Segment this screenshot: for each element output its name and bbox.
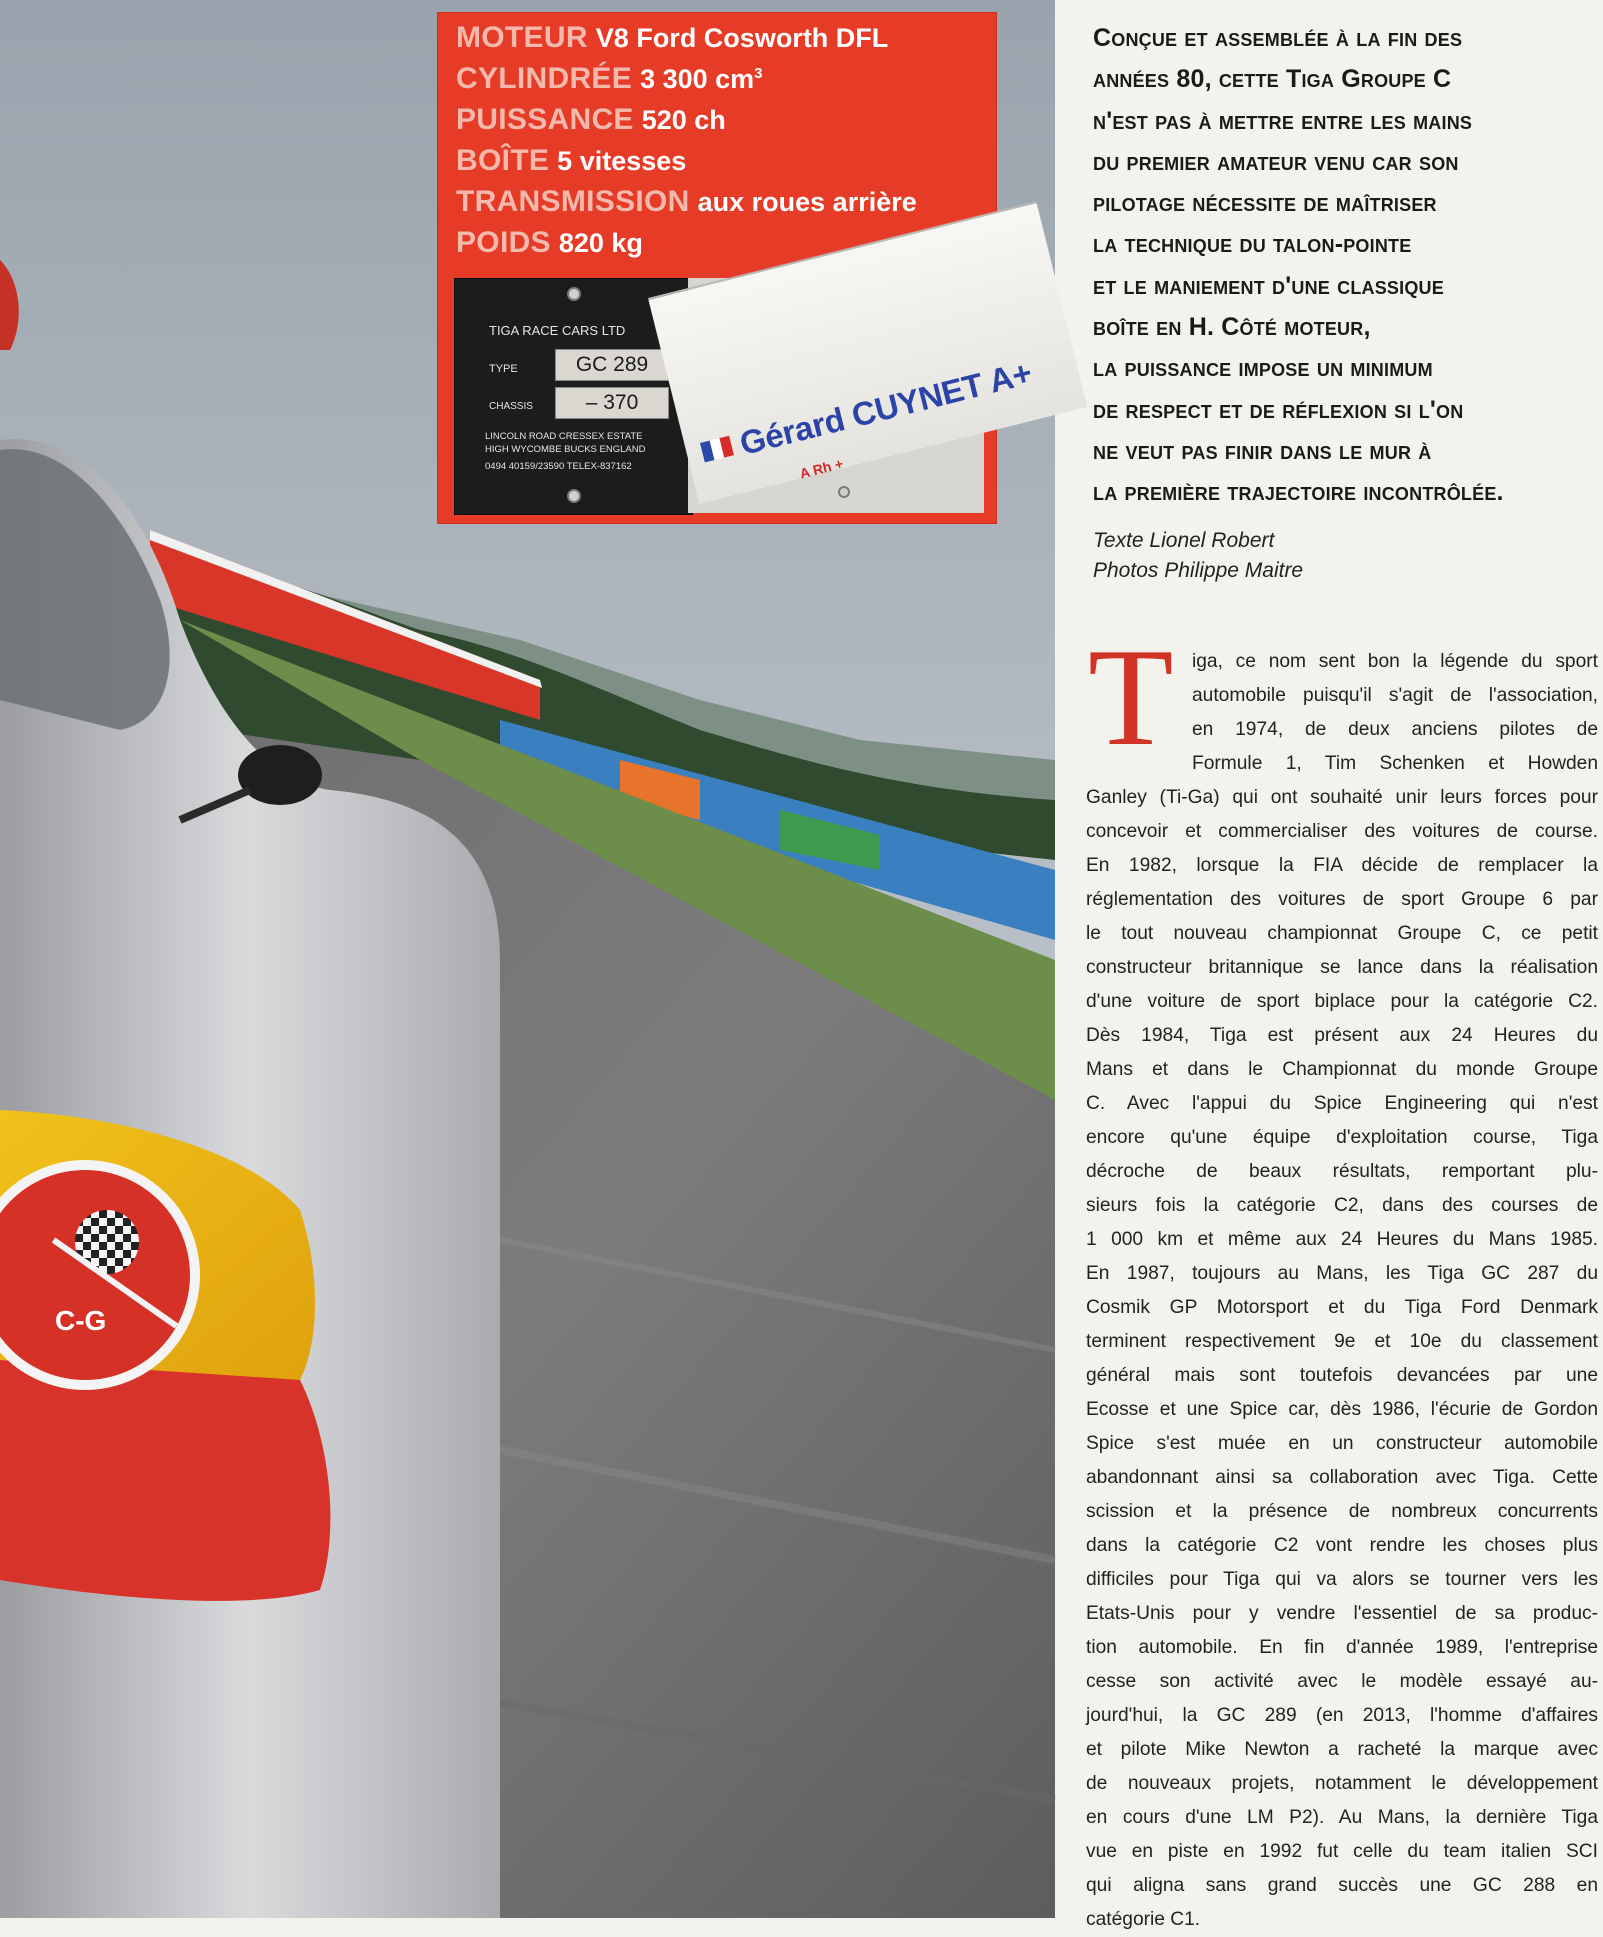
body-line: constructeur britannique se lance dans la réalisation — [1086, 957, 1598, 978]
blood-group: A Rh + — [798, 455, 845, 482]
body-line: cesse son activité avec le modèle essayé au- — [1086, 1671, 1598, 1692]
body-line: de nouveaux projets, notamment le développement — [1086, 1773, 1598, 1794]
body-line: En 1987, toujours au Mans, les Tiga GC 287 du — [1086, 1263, 1598, 1284]
plate-chassis-label: CHASSIS — [489, 401, 533, 412]
body-line: réglementation des voitures de sport Groupe 6 par — [1086, 889, 1598, 910]
body-line: Formule 1, Tim Schenken et Howden — [1192, 753, 1598, 774]
plate-address-1: LINCOLN ROAD CRESSEX ESTATE — [485, 431, 643, 442]
spec-value-text: 3 300 cm — [640, 64, 755, 94]
spec-key: CYLINDRÉE — [456, 62, 633, 95]
body-line: abandonnant ainsi sa collaboration avec Tiga. Cette — [1086, 1467, 1598, 1488]
intro-line: la puissance impose un minimum — [1093, 354, 1433, 383]
body-line: Ganley (Ti-Ga) qui ont souhaité unir leurs forces pour — [1086, 787, 1598, 808]
spec-row — [456, 62, 763, 96]
body-line: difficiles pour Tiga qui va alors se tourner vers les — [1086, 1569, 1598, 1590]
body-line: jourd'hui, la GC 289 (en 2013, l'homme d'affaires — [1086, 1705, 1598, 1726]
driver-badge-photo — [688, 278, 1036, 513]
intro-line: boîte en H. Côté moteur, — [1093, 313, 1371, 342]
spec-key: BOÎTE — [456, 144, 550, 177]
body-line: sieurs fois la catégorie C2, dans des courses de — [1086, 1195, 1598, 1216]
plate-type-label: TYPE — [489, 363, 518, 375]
plate-phone: 0494 40159/23590 TELEX-837162 — [485, 461, 632, 472]
body-line: terminent respectivement 9e et 10e du classement — [1086, 1331, 1598, 1352]
body-line: Spice s'est muée en un constructeur automobile — [1086, 1433, 1598, 1454]
intro-line: années 80, cette Tiga Groupe C — [1093, 65, 1452, 94]
body-line: iga, ce nom sent bon la légende du sport — [1192, 651, 1598, 672]
drop-cap: T — [1088, 620, 1174, 775]
credits — [1093, 526, 1303, 586]
body-line: Etats-Unis pour y vendre l'essentiel de sa produc- — [1086, 1603, 1598, 1624]
intro-line: de respect et de réflexion si l'on — [1093, 395, 1464, 424]
body-line: Mans et dans le Championnat du monde Groupe — [1086, 1059, 1598, 1080]
credit-text-author: Texte Lionel Robert — [1093, 529, 1275, 552]
intro-line: du premier amateur venu car son — [1093, 147, 1459, 176]
intro-line: Conçue et assemblée à la fin des — [1093, 24, 1463, 52]
spec-row — [456, 185, 917, 219]
intro-line: pilotage nécessite de maîtriser — [1093, 189, 1437, 218]
body-line: C. Avec l'appui du Spice Engineering qui n'est — [1086, 1093, 1598, 1114]
spec-key: POIDS — [456, 226, 551, 259]
body-line: Ecosse et une Spice car, dès 1986, l'écurie de Gordon — [1086, 1399, 1598, 1420]
spec-key: TRANSMISSION — [456, 185, 690, 218]
body-line: le tout nouveau championnat Groupe C, ce petit — [1086, 923, 1598, 944]
spec-value — [640, 64, 762, 94]
plate-chassis-value: – 370 — [555, 387, 669, 419]
body-line: automobile puisqu'il s'agit de l'association, — [1192, 685, 1598, 706]
intro-line: la technique du talon-pointe — [1093, 230, 1412, 259]
spec-row — [456, 226, 643, 260]
body-line: concevoir et commercialiser des voitures de course. — [1086, 821, 1598, 842]
spec-row — [456, 103, 726, 137]
spec-value: aux roues arrière — [697, 187, 917, 217]
intro-paragraph — [1093, 18, 1593, 514]
body-line: en 1974, de deux anciens pilotes de — [1192, 719, 1598, 740]
body-line: catégorie C1. — [1086, 1909, 1201, 1930]
driver-name: Gérard CUYNET A+ — [736, 353, 1036, 462]
spec-value: 820 kg — [558, 228, 643, 258]
spec-row — [456, 144, 686, 178]
body-line: Dès 1984, Tiga est présent aux 24 Heures du — [1086, 1025, 1598, 1046]
spec-row — [456, 21, 888, 55]
credit-photo-author: Photos Philippe Maitre — [1093, 559, 1304, 582]
body-line: En 1982, lorsque la FIA décide de remplacer la — [1086, 855, 1598, 876]
spec-key: PUISSANCE — [456, 103, 634, 136]
body-line: d'une voiture de sport biplace pour la catégorie C2. — [1086, 991, 1598, 1012]
spec-value-sup: 3 — [754, 65, 763, 82]
spec-value: 5 vitesses — [557, 146, 687, 176]
body-line: vue en piste en 1992 fut celle du team italien SCI — [1086, 1841, 1598, 1862]
body-line: Cosmik GP Motorsport et du Tiga Ford Denmark — [1086, 1297, 1598, 1318]
plate-maker: TIGA RACE CARS LTD — [489, 323, 626, 338]
body-line: décroche de beaux résultats, remportant plu- — [1086, 1161, 1598, 1182]
spec-key: MOTEUR — [456, 21, 588, 54]
body-line: dans la catégorie C2 vont rendre les choses plus — [1086, 1535, 1598, 1556]
body-text — [1086, 645, 1598, 1937]
intro-line: la première trajectoire incontrôlée. — [1093, 478, 1504, 507]
intro-line: ne veut pas finir dans le mur à — [1093, 436, 1432, 465]
intro-line: n'est pas à mettre entre les mains — [1093, 106, 1473, 135]
rivet-icon — [567, 489, 581, 503]
cg-logo-text: C-G — [55, 1305, 107, 1336]
body-line: général mais sont toutefois devancées par une — [1086, 1365, 1598, 1386]
spec-value: V8 Ford Cosworth DFL — [595, 23, 889, 53]
intro-line: et le maniement d'une classique — [1093, 271, 1444, 300]
spec-box — [437, 12, 1036, 524]
plate-type-value: GC 289 — [555, 349, 669, 381]
body-line: scission et la présence de nombreux concurrents — [1086, 1501, 1598, 1522]
body-line: en cours d'une LM P2). Au Mans, la dernière Tiga — [1086, 1807, 1598, 1828]
body-line: tion automobile. En fin d'année 1989, l'entreprise — [1086, 1637, 1598, 1658]
body-line: encore qu'une équipe d'exploitation course, Tiga — [1086, 1127, 1598, 1148]
plate-address-2: HIGH WYCOMBE BUCKS ENGLAND — [485, 444, 646, 455]
rivet-icon — [838, 486, 850, 498]
body-line: et pilote Mike Newton a racheté la marque avec — [1086, 1739, 1598, 1760]
rivet-icon — [567, 287, 581, 301]
body-line: qui aligna sans grand succès une GC 288 en — [1086, 1875, 1598, 1896]
spec-value: 520 ch — [641, 105, 726, 135]
body-line: 1 000 km et même aux 24 Heures du Mans 1985. — [1086, 1229, 1598, 1250]
